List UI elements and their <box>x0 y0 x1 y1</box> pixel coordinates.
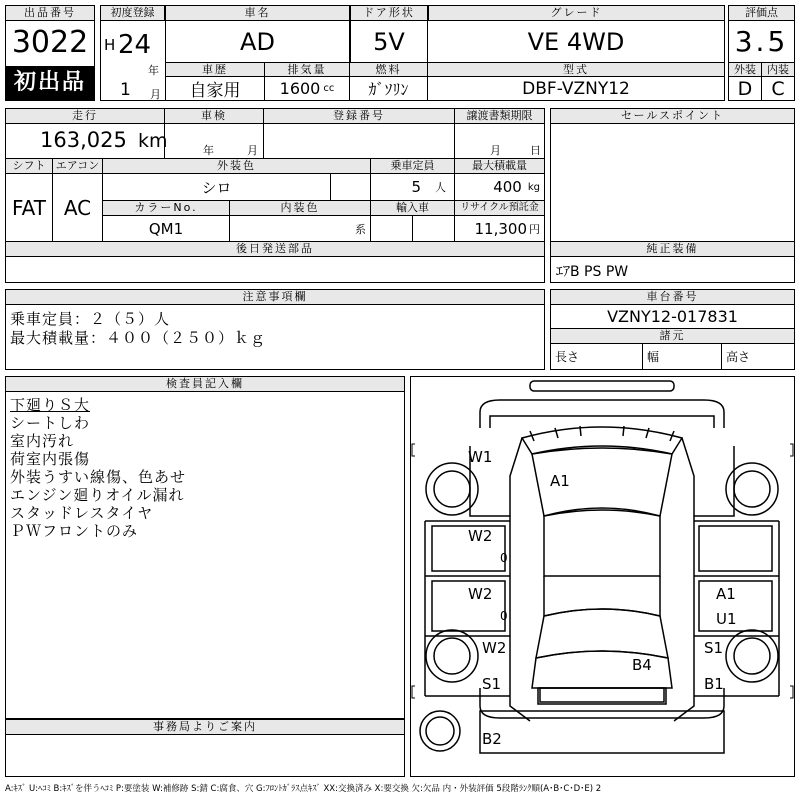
transfer-day-unit: 日 <box>530 144 541 157</box>
interior-label: 内装 <box>761 62 795 77</box>
int-color-label: 内装色 <box>229 200 371 216</box>
capacity-unit: 人 <box>435 181 446 194</box>
mark-w2-b: W2 <box>468 585 493 603</box>
inspector-line: スタッドレスタイヤ <box>10 504 154 522</box>
month-unit: 月 <box>150 88 161 101</box>
ext-color-label: 外装色 <box>102 158 371 174</box>
width-label: 幅 <box>642 343 722 370</box>
inspection-label: 車検 <box>164 108 264 124</box>
mark-s1-left: S1 <box>482 675 502 693</box>
chassis-label: 車台番号 <box>550 289 795 305</box>
note-line: 乗車定員：２（５）人 <box>10 310 171 328</box>
color-no-value: QM1 <box>102 215 230 242</box>
mark-w1: W1 <box>468 448 493 466</box>
model-label: 型式 <box>427 62 725 77</box>
ac-label: エアコン <box>52 158 103 174</box>
score-value: 3.5 <box>734 25 789 58</box>
mark-b4: B4 <box>632 656 652 674</box>
import-cell-a <box>370 215 413 242</box>
inspector-line: シートしわ <box>10 414 91 432</box>
note-line: 最大積載量：４００（２５０）ｋｇ <box>10 329 267 347</box>
mileage-label: 走行 <box>5 108 165 124</box>
car-name: AD <box>165 20 350 63</box>
displacement-label: 排気量 <box>264 62 350 77</box>
reg-year: 24 <box>118 30 152 60</box>
chassis-value: VZNY12-017831 <box>607 307 738 326</box>
year-unit: 年 <box>148 64 159 77</box>
ext-color-extra <box>330 173 371 201</box>
import-label: 輸入車 <box>370 200 455 216</box>
inspector-line: エンジン廻りオイル漏れ <box>10 486 185 504</box>
fuel-value: ｶﾞｿﾘﾝ <box>349 76 428 101</box>
shift-label: シフト <box>5 158 53 174</box>
displacement-value: 1600 <box>279 79 321 98</box>
notes-label: 注意事項欄 <box>5 289 545 305</box>
lot-number: 3022 <box>11 25 89 60</box>
max-load-value: 400 <box>493 178 522 196</box>
plate-value <box>263 123 455 159</box>
history-value: 自家用 <box>165 76 265 101</box>
fuel-label: 燃料 <box>349 62 428 77</box>
mark-b2: B2 <box>482 730 502 748</box>
transfer-label: 譲渡書類期限 <box>454 108 545 124</box>
inspector-line: 外装うすい線傷、色あせ <box>10 468 187 486</box>
office-label: 事務局よりご案内 <box>5 719 405 735</box>
displacement-cell <box>264 76 350 101</box>
car-diagram <box>410 376 795 777</box>
legend: A:ｷｽﾞ U:ﾍｺﾐ B:ｷｽﾞを伴うﾍｺﾐ P:要塗装 W:補修跡 S:錆 C:腐食、穴 G:ﾌﾛﾝﾄｶﾞﾗｽ点ｷｽﾞ XX:交換済み X:要交換 欠:欠品 内・外装評価 5段階ﾗﾝｸ順(A･B･C･D･E) 2 <box>5 784 602 794</box>
score-label: 評価点 <box>728 5 795 21</box>
max-load-label: 最大積載量 <box>454 158 545 174</box>
inspector-line: 室内汚れ <box>10 432 75 450</box>
capacity-cell <box>370 173 455 201</box>
inspection-year-unit: 年 <box>203 144 214 157</box>
dims-label: 諸元 <box>550 328 795 344</box>
era-letter: H <box>104 36 116 54</box>
height-label: 高さ <box>721 343 795 370</box>
mileage-value: 163,025 <box>40 128 127 152</box>
transfer-month-unit: 月 <box>490 144 501 157</box>
first-listing-badge: 初出品 <box>5 66 95 100</box>
import-cell-b <box>412 215 455 242</box>
mark-a1-right: A1 <box>716 585 736 603</box>
inspector-line: 下廻りＳ大 <box>10 396 91 414</box>
sales-label: セールスポイント <box>550 108 795 124</box>
recycle-value: 11,300 <box>474 219 527 238</box>
shift-value: FAT <box>5 173 53 242</box>
reg-month: 1 <box>120 80 131 100</box>
color-no-label: カラーNo. <box>102 200 230 216</box>
mark-b1: B1 <box>704 675 724 693</box>
displacement-unit: cc <box>323 83 335 94</box>
inspection-month-unit: 月 <box>247 144 258 157</box>
mark-u1: U1 <box>716 610 737 628</box>
mark-o-a: 0 <box>500 551 508 565</box>
int-color-suffix: 系 <box>229 215 371 242</box>
later-parts-label: 後日発送部品 <box>5 241 545 257</box>
recycle-unit: 円 <box>529 222 540 236</box>
equipment-label: 純正装備 <box>550 241 795 257</box>
mark-s1-right: S1 <box>704 639 724 657</box>
mark-w2-c: W2 <box>482 639 507 657</box>
mark-w2-a: W2 <box>468 527 493 545</box>
max-load-unit: kg <box>527 181 540 193</box>
inspector-line: 荷室内張傷 <box>10 450 91 468</box>
plate-label: 登録番号 <box>263 108 455 124</box>
capacity-label: 乗車定員 <box>370 158 455 174</box>
ac-value: AC <box>52 173 103 242</box>
interior-grade: C <box>761 76 795 101</box>
max-load-cell <box>454 173 545 201</box>
recycle-label: リサイクル預託金 <box>454 200 545 216</box>
recycle-cell <box>454 215 545 242</box>
car-name-label: 車名 <box>165 5 350 21</box>
grade-label: グレード <box>428 5 725 21</box>
mark-a1-top: A1 <box>550 472 570 490</box>
first-reg-label: 初度登録 <box>100 5 165 21</box>
door-value: 5V <box>350 20 428 63</box>
ext-color-value: シロ <box>102 173 331 201</box>
inspector-line: ＰＷフロントのみ <box>10 522 139 540</box>
door-label: ドア形状 <box>350 5 428 21</box>
exterior-grade: D <box>728 76 762 101</box>
model-value: DBF-VZNY12 <box>427 76 725 101</box>
inspector-label: 検査員記入欄 <box>5 376 405 392</box>
capacity-value: 5 <box>411 178 421 196</box>
equipment-value: ｴｱB PS PW <box>556 264 629 280</box>
mark-o-b: 0 <box>500 609 508 623</box>
length-label: 長さ <box>550 343 643 370</box>
history-label: 車歴 <box>165 62 265 77</box>
grade-value: VE 4WD <box>427 20 725 63</box>
exterior-label: 外装 <box>728 62 762 77</box>
lot-label: 出品番号 <box>5 5 95 21</box>
mileage-unit: km <box>138 130 168 152</box>
